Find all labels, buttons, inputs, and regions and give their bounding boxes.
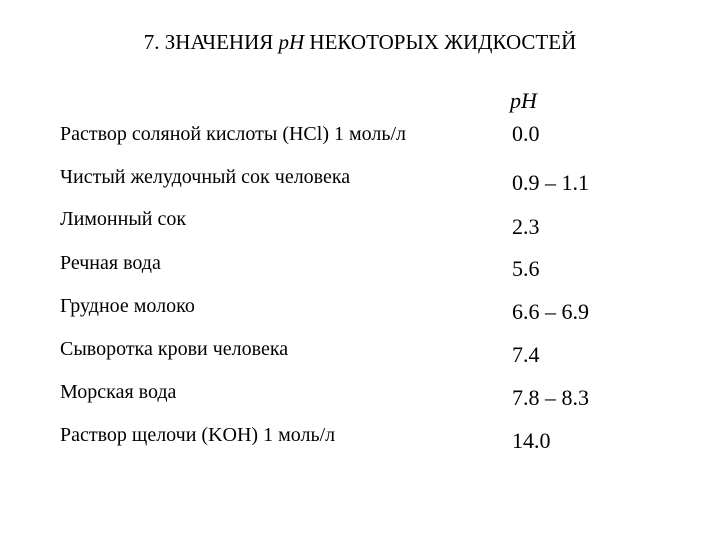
table-row: [0, 338, 720, 368]
liquid-label: Морская вода: [60, 381, 177, 403]
table-row: [0, 166, 720, 196]
table-row: [0, 121, 720, 151]
ph-value: 0.9 – 1.1: [512, 170, 589, 195]
ph-value: 7.4: [512, 342, 540, 367]
title-prefix: 7. ЗНАЧЕНИЯ: [143, 30, 279, 54]
ph-value: 14.0: [512, 428, 551, 453]
ph-column-header: pH: [510, 88, 537, 113]
table-row: [0, 208, 720, 238]
table-row: [0, 295, 720, 325]
ph-value: 6.6 – 6.9: [512, 299, 589, 324]
ph-value: 7.8 – 8.3: [512, 385, 589, 410]
liquid-label: Лимонный сок: [60, 208, 187, 230]
liquid-label: Чистый желудочный сок человека: [60, 166, 351, 188]
page-title: [0, 30, 720, 55]
liquid-label: Раствор щелочи (KOH) 1 моль/л: [60, 424, 336, 446]
ph-value: 0.0: [512, 121, 540, 146]
table-row: [0, 381, 720, 411]
ph-value: 2.3: [512, 214, 540, 239]
table-row: [0, 252, 720, 282]
title-ph: pH: [278, 30, 305, 54]
liquid-label: Раствор соляной кислоты (HCl) 1 моль/л: [60, 123, 407, 145]
liquid-label: Речная вода: [60, 252, 161, 274]
liquid-label: Грудное молоко: [60, 295, 195, 317]
ph-value: 5.6: [512, 256, 540, 281]
title-suffix: НЕКОТОРЫХ ЖИДКОСТЕЙ: [304, 30, 577, 54]
liquid-label: Сыворотка крови человека: [60, 338, 289, 360]
table-row: [0, 424, 720, 454]
